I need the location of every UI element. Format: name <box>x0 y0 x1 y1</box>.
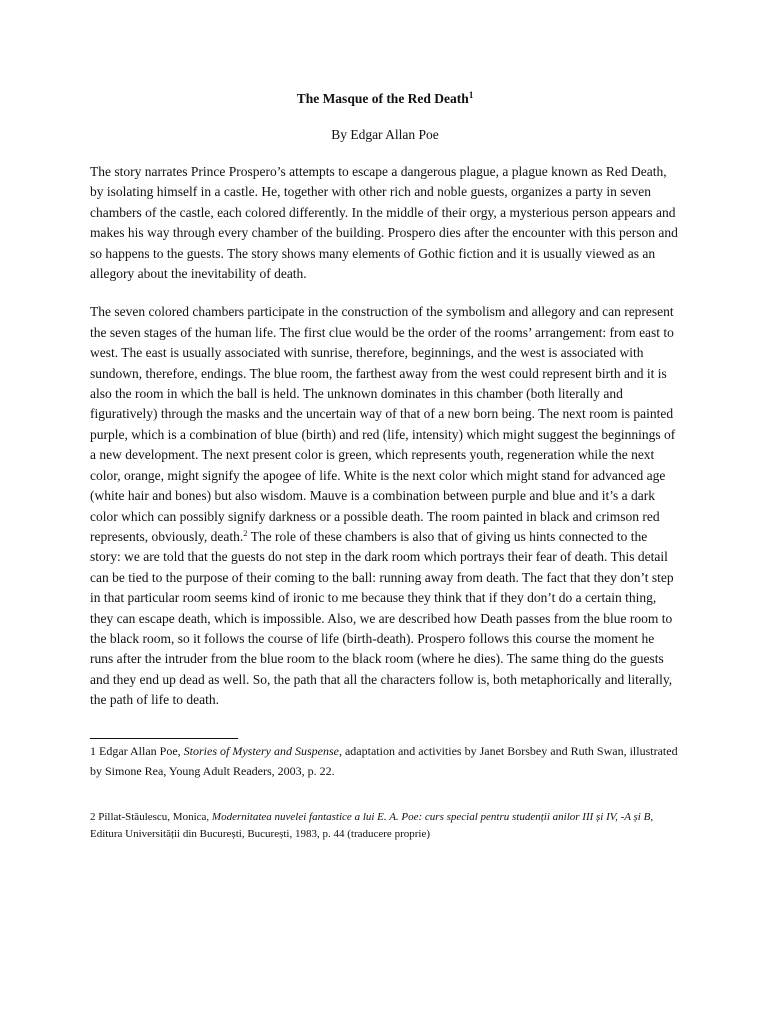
footnote-1-prefix: 1 Edgar Allan Poe, <box>90 743 184 758</box>
paragraph-symbolism-text-a: The seven colored chambers participate in the construction of the symbolism and allegory and can represent the seven stages of the human life. The first clue would be the order of the rooms’ arrangement: from east to west. The east is usually associated with sunrise, therefore, beginnings, and the west is associated with sundown, therefore, endings. The blue room, the farthest away from the west could represent birth and it is also the room in which the ball is held. The unknown dominates in this chamber (both literally and figuratively) through the masks and the uncertain way of that of a new born being. The next room is painted purple, which is a combination of blue (birth) and red (life, intensity) which might suggest the beginnings of a new development. The next present color is green, which represents youth, regeneration while the next color, orange, might signify the apogee of life. White is the next color which might stand for advanced age (white hair and bones) but also wisdom. Mauve is a combination between purple and blue and it’s a dark color which can possibly signify darkness or a possible death. The room painted in black and crimson red represents, obviously, death. <box>90 304 676 544</box>
author-byline: By Edgar Allan Poe <box>331 127 439 142</box>
footnote-1 <box>90 741 680 781</box>
paragraph-summary: The story narrates Prince Prospero’s attempts to escape a dangerous plague, a plague known as Red Death, by isolating himself in a castle. He, together with other rich and noble guests, organizes a party in seven chambers of the castle, each colored differently. In the middle of their orgy, a mysterious person appears and makes his way through every chamber of the building. Prospero dies after the encounter with this person and so happens to the guests. The story shows many elements of Gothic fiction and it is usually viewed as an allegory about the inevitability of death. <box>90 164 678 282</box>
paragraph-symbolism <box>90 302 680 710</box>
document-page <box>90 90 680 843</box>
document-title <box>90 90 680 108</box>
footnote-1-suffix: , adaptation and activities by Janet Borsbey and Ruth Swan, illustrated by Simone Rea, Young Adult Readers, 2003, p. 22. <box>90 743 678 778</box>
footnote-2-book-title: Modernitatea nuvelei fantastice a lui E. A. Poe: curs special pentru studenții anilor III și IV, -A și B <box>211 810 651 823</box>
footnote-2-suffix: , Editura Universității din București, București, 1983, p. 44 (traducere proprie) <box>90 810 654 840</box>
footnote-1-book-title: Stories of Mystery and Suspense <box>183 743 339 758</box>
footnote-2 <box>90 809 680 843</box>
paragraph-symbolism-text-b: The role of these chambers is also that of giving us hints connected to the story: we are told that the guests do not step in the dark room which portrays their fear of death. This detail can be tied to the purpose of their coming to the ball: running away from death. The fact that they don’t step in that particular room seems kind of ironic to me because they think that if they don’t do a certain thing, they can escape death, which is impossible. Also, we are described how Death passes from the blue room to the black room, so it follows the course of life (birth-death). Prospero follows this course the moment he runs after the intruder from the blue room to the black room (where he dies). The same thing do the guests and they end up dead as well. So, the path that all the characters follow is, both metaphorically and literally, the path of life to death. <box>90 528 674 708</box>
footnote-2-prefix: 2 Pillat-Stăulescu, Monica, <box>90 810 212 823</box>
paragraph-footnote-ref: 2 <box>243 527 248 538</box>
title-text: The Masque of the Red Death <box>296 91 469 106</box>
title-footnote-ref: 1 <box>468 90 474 100</box>
footnote-separator <box>90 738 238 739</box>
